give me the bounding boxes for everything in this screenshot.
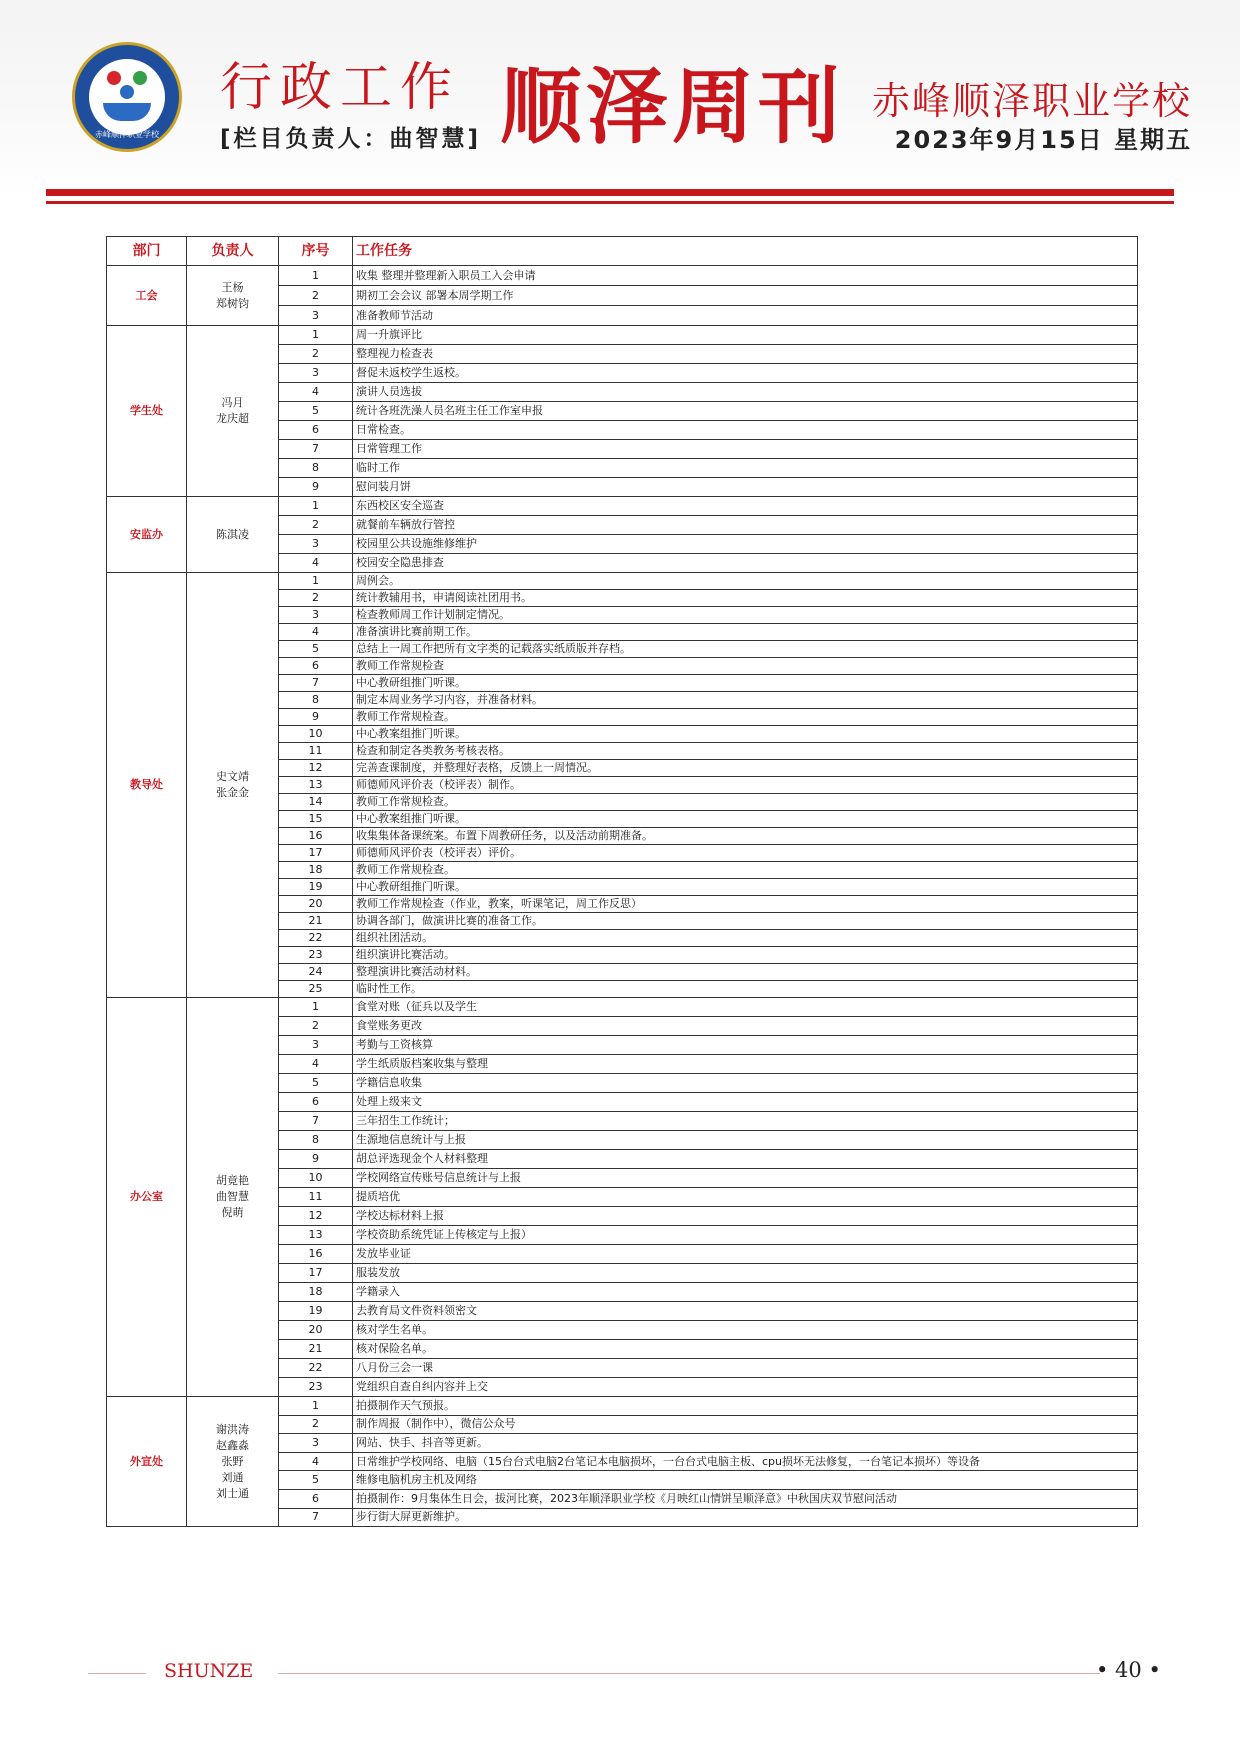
seq-cell: 13 bbox=[279, 777, 353, 794]
task-cell: 督促未返校学生返校。 bbox=[353, 364, 1138, 383]
seq-cell: 8 bbox=[279, 1131, 353, 1150]
header-dept: 部门 bbox=[107, 237, 187, 266]
task-cell: 日常管理工作 bbox=[353, 440, 1138, 459]
seq-cell: 1 bbox=[279, 998, 353, 1017]
task-cell: 日常维护学校网络、电脑（15台台式电脑2台笔记本电脑损坏，一台台式电脑主板、cpu损坏无法修复，一台笔记本损坏）等设备 bbox=[353, 1452, 1138, 1471]
task-cell: 慰问装月饼 bbox=[353, 478, 1138, 497]
task-cell: 东西校区安全巡查 bbox=[353, 497, 1138, 516]
seq-cell: 22 bbox=[279, 1359, 353, 1378]
seq-cell: 21 bbox=[279, 913, 353, 930]
column-owner: [栏目负责人：曲智慧] bbox=[220, 126, 482, 152]
task-cell: 去教育局文件资料领密文 bbox=[353, 1302, 1138, 1321]
seq-cell: 2 bbox=[279, 1415, 353, 1434]
seq-cell: 2 bbox=[279, 516, 353, 535]
owner-cell: 冯月 龙庆超 bbox=[187, 326, 279, 497]
seq-cell: 4 bbox=[279, 1055, 353, 1074]
task-cell: 学校资助系统凭证上传核定与上报） bbox=[353, 1226, 1138, 1245]
seq-cell: 18 bbox=[279, 1283, 353, 1302]
owner-cell: 陈淇凌 bbox=[187, 497, 279, 573]
task-cell: 总结上一周工作把所有文字类的记载落实纸质版并存档。 bbox=[353, 641, 1138, 658]
seq-cell: 1 bbox=[279, 1397, 353, 1416]
task-cell: 学籍信息收集 bbox=[353, 1074, 1138, 1093]
task-cell: 演讲人员选拔 bbox=[353, 383, 1138, 402]
task-cell: 网站、快手、抖音等更新。 bbox=[353, 1434, 1138, 1453]
seq-cell: 3 bbox=[279, 364, 353, 383]
dept-cell: 教导处 bbox=[107, 573, 187, 998]
task-cell: 整理视力检查表 bbox=[353, 345, 1138, 364]
task-cell: 提质培优 bbox=[353, 1188, 1138, 1207]
seq-cell: 25 bbox=[279, 981, 353, 998]
task-cell: 拍摄制作天气预报。 bbox=[353, 1397, 1138, 1416]
task-cell: 临时性工作。 bbox=[353, 981, 1138, 998]
task-cell: 中心教研组推门听课。 bbox=[353, 879, 1138, 896]
header-divider-thin bbox=[46, 201, 1174, 204]
owner-cell: 胡竟艳 曲智慧 倪萌 bbox=[187, 998, 279, 1397]
seq-cell: 1 bbox=[279, 573, 353, 590]
seq-cell: 7 bbox=[279, 440, 353, 459]
task-cell: 检查教师周工作计划制定情况。 bbox=[353, 607, 1138, 624]
task-cell: 服装发放 bbox=[353, 1264, 1138, 1283]
seq-cell: 1 bbox=[279, 497, 353, 516]
seq-cell: 11 bbox=[279, 1188, 353, 1207]
issue-date: 2023年9月15日 星期五 bbox=[894, 126, 1192, 154]
seq-cell: 11 bbox=[279, 743, 353, 760]
logo-text: 赤峰顺泽职业学校 bbox=[95, 130, 159, 139]
seq-cell: 9 bbox=[279, 709, 353, 726]
task-cell: 校园安全隐患排查 bbox=[353, 554, 1138, 573]
school-logo bbox=[72, 42, 182, 152]
task-cell: 教师工作常规检查 bbox=[353, 658, 1138, 675]
dept-cell: 安监办 bbox=[107, 497, 187, 573]
owner-cell: 王杨 郑树钧 bbox=[187, 266, 279, 326]
seq-cell: 19 bbox=[279, 1302, 353, 1321]
table-row bbox=[107, 497, 1138, 516]
seq-cell: 2 bbox=[279, 286, 353, 306]
seq-cell: 1 bbox=[279, 266, 353, 286]
task-cell: 核对学生名单。 bbox=[353, 1321, 1138, 1340]
table-row bbox=[107, 266, 1138, 286]
seq-cell: 5 bbox=[279, 1471, 353, 1490]
table-row bbox=[107, 326, 1138, 345]
seq-cell: 20 bbox=[279, 1321, 353, 1340]
task-cell: 教师工作常规检查。 bbox=[353, 794, 1138, 811]
owner-cell: 史文靖 张金金 bbox=[187, 573, 279, 998]
task-cell: 组织演讲比赛活动。 bbox=[353, 947, 1138, 964]
page-header bbox=[0, 0, 1240, 195]
seq-cell: 5 bbox=[279, 1074, 353, 1093]
task-cell: 发放毕业证 bbox=[353, 1245, 1138, 1264]
seq-cell: 4 bbox=[279, 554, 353, 573]
task-cell: 食堂账务更改 bbox=[353, 1017, 1138, 1036]
task-cell: 维修电脑机房主机及网络 bbox=[353, 1471, 1138, 1490]
task-cell: 三年招生工作统计； bbox=[353, 1112, 1138, 1131]
header-seq: 序号 bbox=[279, 237, 353, 266]
seq-cell: 3 bbox=[279, 607, 353, 624]
seq-cell: 19 bbox=[279, 879, 353, 896]
seq-cell: 4 bbox=[279, 383, 353, 402]
table-row bbox=[107, 998, 1138, 1017]
seq-cell: 12 bbox=[279, 1207, 353, 1226]
seq-cell: 16 bbox=[279, 1245, 353, 1264]
header-task: 工作任务 bbox=[353, 237, 1138, 266]
table-row bbox=[107, 1397, 1138, 1416]
seq-cell: 3 bbox=[279, 535, 353, 554]
task-cell: 考勤与工资核算 bbox=[353, 1036, 1138, 1055]
seq-cell: 4 bbox=[279, 1452, 353, 1471]
dept-cell: 学生处 bbox=[107, 326, 187, 497]
logo-figure-blue bbox=[120, 85, 134, 99]
task-cell: 教师工作常规检查。 bbox=[353, 862, 1138, 879]
seq-cell: 4 bbox=[279, 624, 353, 641]
footer-rule-right bbox=[278, 1673, 1100, 1674]
seq-cell: 2 bbox=[279, 590, 353, 607]
seq-cell: 2 bbox=[279, 1017, 353, 1036]
task-cell: 中心教案组推门听课。 bbox=[353, 726, 1138, 743]
task-cell: 核对保险名单。 bbox=[353, 1340, 1138, 1359]
seq-cell: 5 bbox=[279, 402, 353, 421]
task-cell: 准备教师节活动 bbox=[353, 306, 1138, 326]
seq-cell: 6 bbox=[279, 421, 353, 440]
seq-cell: 7 bbox=[279, 1508, 353, 1527]
task-cell: 学校网络宣传账号信息统计与上报 bbox=[353, 1169, 1138, 1188]
seq-cell: 21 bbox=[279, 1340, 353, 1359]
task-cell: 拍摄制作：9月集体生日会，拔河比赛，2023年顺泽职业学校《月映红山情饼呈顺泽意》中秋国庆双节慰问活动 bbox=[353, 1489, 1138, 1508]
table-row bbox=[107, 573, 1138, 590]
seq-cell: 2 bbox=[279, 345, 353, 364]
logo-figure-red bbox=[107, 71, 121, 85]
task-cell: 制定本周业务学习内容，并准备材料。 bbox=[353, 692, 1138, 709]
seq-cell: 16 bbox=[279, 828, 353, 845]
task-cell: 食堂对账（征兵以及学生 bbox=[353, 998, 1138, 1017]
task-cell: 准备演讲比赛前期工作。 bbox=[353, 624, 1138, 641]
task-cell: 临时工作 bbox=[353, 459, 1138, 478]
seq-cell: 6 bbox=[279, 658, 353, 675]
table-header-row bbox=[107, 237, 1138, 266]
task-cell: 处理上级来文 bbox=[353, 1093, 1138, 1112]
logo-emblem bbox=[89, 59, 165, 135]
seq-cell: 1 bbox=[279, 326, 353, 345]
task-cell: 收集集体备课统案。布置下周教研任务，以及活动前期准备。 bbox=[353, 828, 1138, 845]
page-number: • 40 • bbox=[1096, 1658, 1161, 1682]
task-cell: 完善查课制度，并整理好表格，反馈上一周情况。 bbox=[353, 760, 1138, 777]
task-cell: 胡总评选现金个人材料整理 bbox=[353, 1150, 1138, 1169]
task-cell: 党组织自查自纠内容并上交 bbox=[353, 1378, 1138, 1397]
seq-cell: 8 bbox=[279, 459, 353, 478]
task-cell: 周例会。 bbox=[353, 573, 1138, 590]
task-cell: 步行街大屏更新维护。 bbox=[353, 1508, 1138, 1527]
task-cell: 期初工会会议 部署本周学期工作 bbox=[353, 286, 1138, 306]
seq-cell: 6 bbox=[279, 1093, 353, 1112]
footer-rule-left bbox=[88, 1673, 146, 1674]
task-cell: 八月份三会一课 bbox=[353, 1359, 1138, 1378]
task-cell: 统计教辅用书，申请阅读社团用书。 bbox=[353, 590, 1138, 607]
task-cell: 日常检查。 bbox=[353, 421, 1138, 440]
seq-cell: 8 bbox=[279, 692, 353, 709]
magazine-title: 顺泽周刊 bbox=[500, 59, 845, 155]
seq-cell: 20 bbox=[279, 896, 353, 913]
seq-cell: 17 bbox=[279, 845, 353, 862]
seq-cell: 9 bbox=[279, 1150, 353, 1169]
seq-cell: 3 bbox=[279, 1036, 353, 1055]
task-cell: 师德师风评价表（校评表）制作。 bbox=[353, 777, 1138, 794]
task-cell: 师德师风评价表（校评表）评价。 bbox=[353, 845, 1138, 862]
logo-base bbox=[103, 103, 151, 121]
seq-cell: 23 bbox=[279, 947, 353, 964]
seq-cell: 14 bbox=[279, 794, 353, 811]
owner-cell: 谢洪涛 赵鑫淼 张野 刘通 刘士通 bbox=[187, 1397, 279, 1527]
seq-cell: 13 bbox=[279, 1226, 353, 1245]
seq-cell: 22 bbox=[279, 930, 353, 947]
task-cell: 就餐前车辆放行管控 bbox=[353, 516, 1138, 535]
seq-cell: 6 bbox=[279, 1489, 353, 1508]
seq-cell: 18 bbox=[279, 862, 353, 879]
task-cell: 中心教研组推门听课。 bbox=[353, 675, 1138, 692]
dept-cell: 工会 bbox=[107, 266, 187, 326]
school-name: 赤峰顺泽职业学校 bbox=[871, 79, 1192, 123]
task-cell: 学籍录入 bbox=[353, 1283, 1138, 1302]
task-cell: 中心教案组推门听课。 bbox=[353, 811, 1138, 828]
seq-cell: 3 bbox=[279, 1434, 353, 1453]
task-cell: 校园里公共设施维修维护 bbox=[353, 535, 1138, 554]
task-cell: 协调各部门，做演讲比赛的准备工作。 bbox=[353, 913, 1138, 930]
dept-cell: 办公室 bbox=[107, 998, 187, 1397]
seq-cell: 10 bbox=[279, 726, 353, 743]
seq-cell: 5 bbox=[279, 641, 353, 658]
task-cell: 检查和制定各类教务考核表格。 bbox=[353, 743, 1138, 760]
seq-cell: 7 bbox=[279, 1112, 353, 1131]
table-body bbox=[107, 266, 1138, 1527]
column-title: 行政工作 bbox=[220, 58, 461, 118]
seq-cell: 3 bbox=[279, 306, 353, 326]
header-owner: 负责人 bbox=[187, 237, 279, 266]
task-cell: 制作周报（制作中），微信公众号 bbox=[353, 1415, 1138, 1434]
seq-cell: 23 bbox=[279, 1378, 353, 1397]
seq-cell: 7 bbox=[279, 675, 353, 692]
seq-cell: 10 bbox=[279, 1169, 353, 1188]
task-cell: 组织社团活动。 bbox=[353, 930, 1138, 947]
dept-cell: 外宣处 bbox=[107, 1397, 187, 1527]
task-cell: 收集 整理并整理新入职员工入会申请 bbox=[353, 266, 1138, 286]
task-cell: 整理演讲比赛活动材料。 bbox=[353, 964, 1138, 981]
task-table bbox=[106, 236, 1138, 1527]
task-cell: 生源地信息统计与上报 bbox=[353, 1131, 1138, 1150]
footer-brand: SHUNZE bbox=[164, 1660, 254, 1682]
task-cell: 教师工作常规检查（作业，教案，听课笔记，周工作反思） bbox=[353, 896, 1138, 913]
seq-cell: 17 bbox=[279, 1264, 353, 1283]
seq-cell: 24 bbox=[279, 964, 353, 981]
task-cell: 周一升旗评比 bbox=[353, 326, 1138, 345]
seq-cell: 15 bbox=[279, 811, 353, 828]
header-divider-thick bbox=[46, 189, 1174, 196]
task-cell: 教师工作常规检查。 bbox=[353, 709, 1138, 726]
task-cell: 学生纸质版档案收集与整理 bbox=[353, 1055, 1138, 1074]
task-cell: 学校达标材料上报 bbox=[353, 1207, 1138, 1226]
seq-cell: 12 bbox=[279, 760, 353, 777]
seq-cell: 9 bbox=[279, 478, 353, 497]
logo-figure-green bbox=[133, 71, 147, 85]
task-cell: 统计各班洗澡人员名班主任工作室申报 bbox=[353, 402, 1138, 421]
